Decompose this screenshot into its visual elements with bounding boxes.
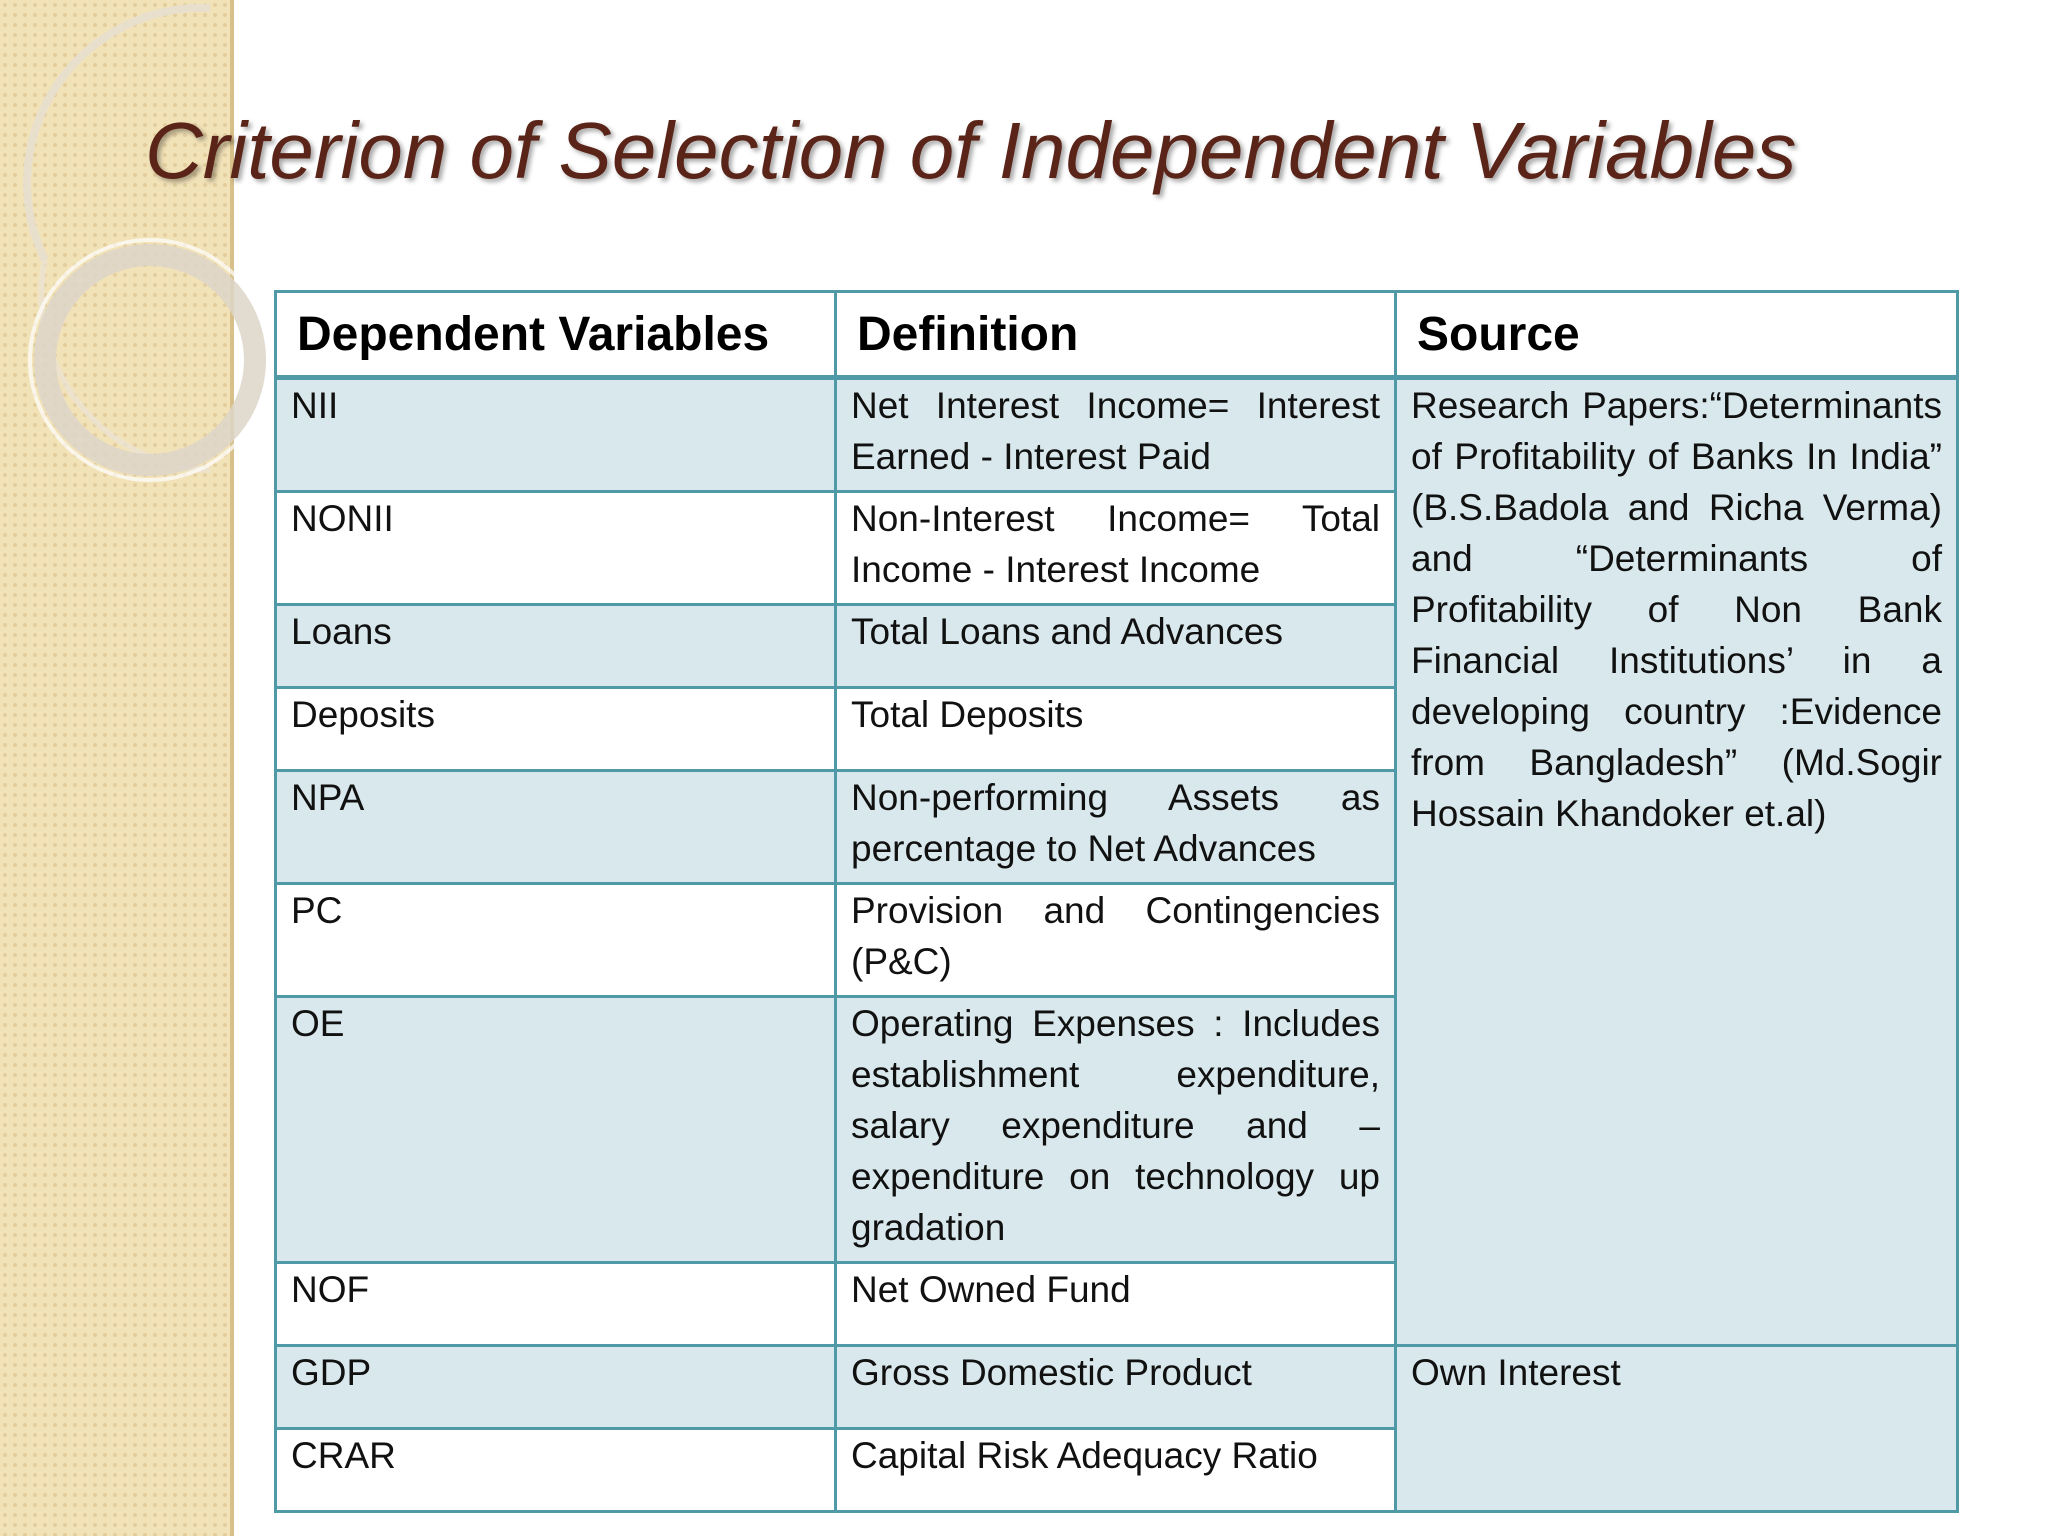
header-definition: Definition bbox=[836, 292, 1396, 378]
table-row bbox=[276, 1346, 1958, 1429]
variable-cell: Deposits bbox=[276, 688, 836, 771]
table-header-row bbox=[276, 292, 1958, 378]
variable-cell: NOF bbox=[276, 1263, 836, 1346]
header-dependent-variables: Dependent Variables bbox=[276, 292, 836, 378]
variable-cell: GDP bbox=[276, 1346, 836, 1429]
variable-cell: PC bbox=[276, 884, 836, 997]
source-cell-own-interest: Own Interest bbox=[1396, 1346, 1958, 1512]
definition-cell: Provision and Contingencies (P&C) bbox=[836, 884, 1396, 997]
table-row bbox=[276, 378, 1958, 492]
source-cell-research-papers: Research Papers:“Determinants of Profitability of Banks In India” (B.S.Badola and Richa Verma) and “Determinants of Profitability of Non Bank Financial Institutions’ in a developing country :Evidence from Bangladesh” (Md.Sogir Hossain Khandoker et.al) bbox=[1396, 378, 1958, 1346]
definition-cell: Gross Domestic Product bbox=[836, 1346, 1396, 1429]
variables-table-container bbox=[274, 290, 1956, 1513]
variables-table bbox=[274, 290, 1959, 1513]
definition-cell: Net Interest Income= Interest Earned - Interest Paid bbox=[836, 378, 1396, 492]
definition-cell: Non-Interest Income= Total Income - Interest Income bbox=[836, 492, 1396, 605]
definition-cell: Capital Risk Adequacy Ratio bbox=[836, 1429, 1396, 1512]
header-source: Source bbox=[1396, 292, 1958, 378]
definition-cell: Total Loans and Advances bbox=[836, 605, 1396, 688]
definition-cell: Operating Expenses : Includes establishment expenditure, salary expenditure and –expenditure on technology up gradation bbox=[836, 997, 1396, 1263]
definition-cell: Net Owned Fund bbox=[836, 1263, 1396, 1346]
variable-cell: CRAR bbox=[276, 1429, 836, 1512]
definition-cell: Non-performing Assets as percentage to Net Advances bbox=[836, 771, 1396, 884]
variable-cell: OE bbox=[276, 997, 836, 1263]
variable-cell: Loans bbox=[276, 605, 836, 688]
variable-cell: NPA bbox=[276, 771, 836, 884]
slide-title: Criterion of Selection of Independent Variables bbox=[145, 106, 1797, 195]
definition-cell: Total Deposits bbox=[836, 688, 1396, 771]
variable-cell: NII bbox=[276, 378, 836, 492]
variable-cell: NONII bbox=[276, 492, 836, 605]
